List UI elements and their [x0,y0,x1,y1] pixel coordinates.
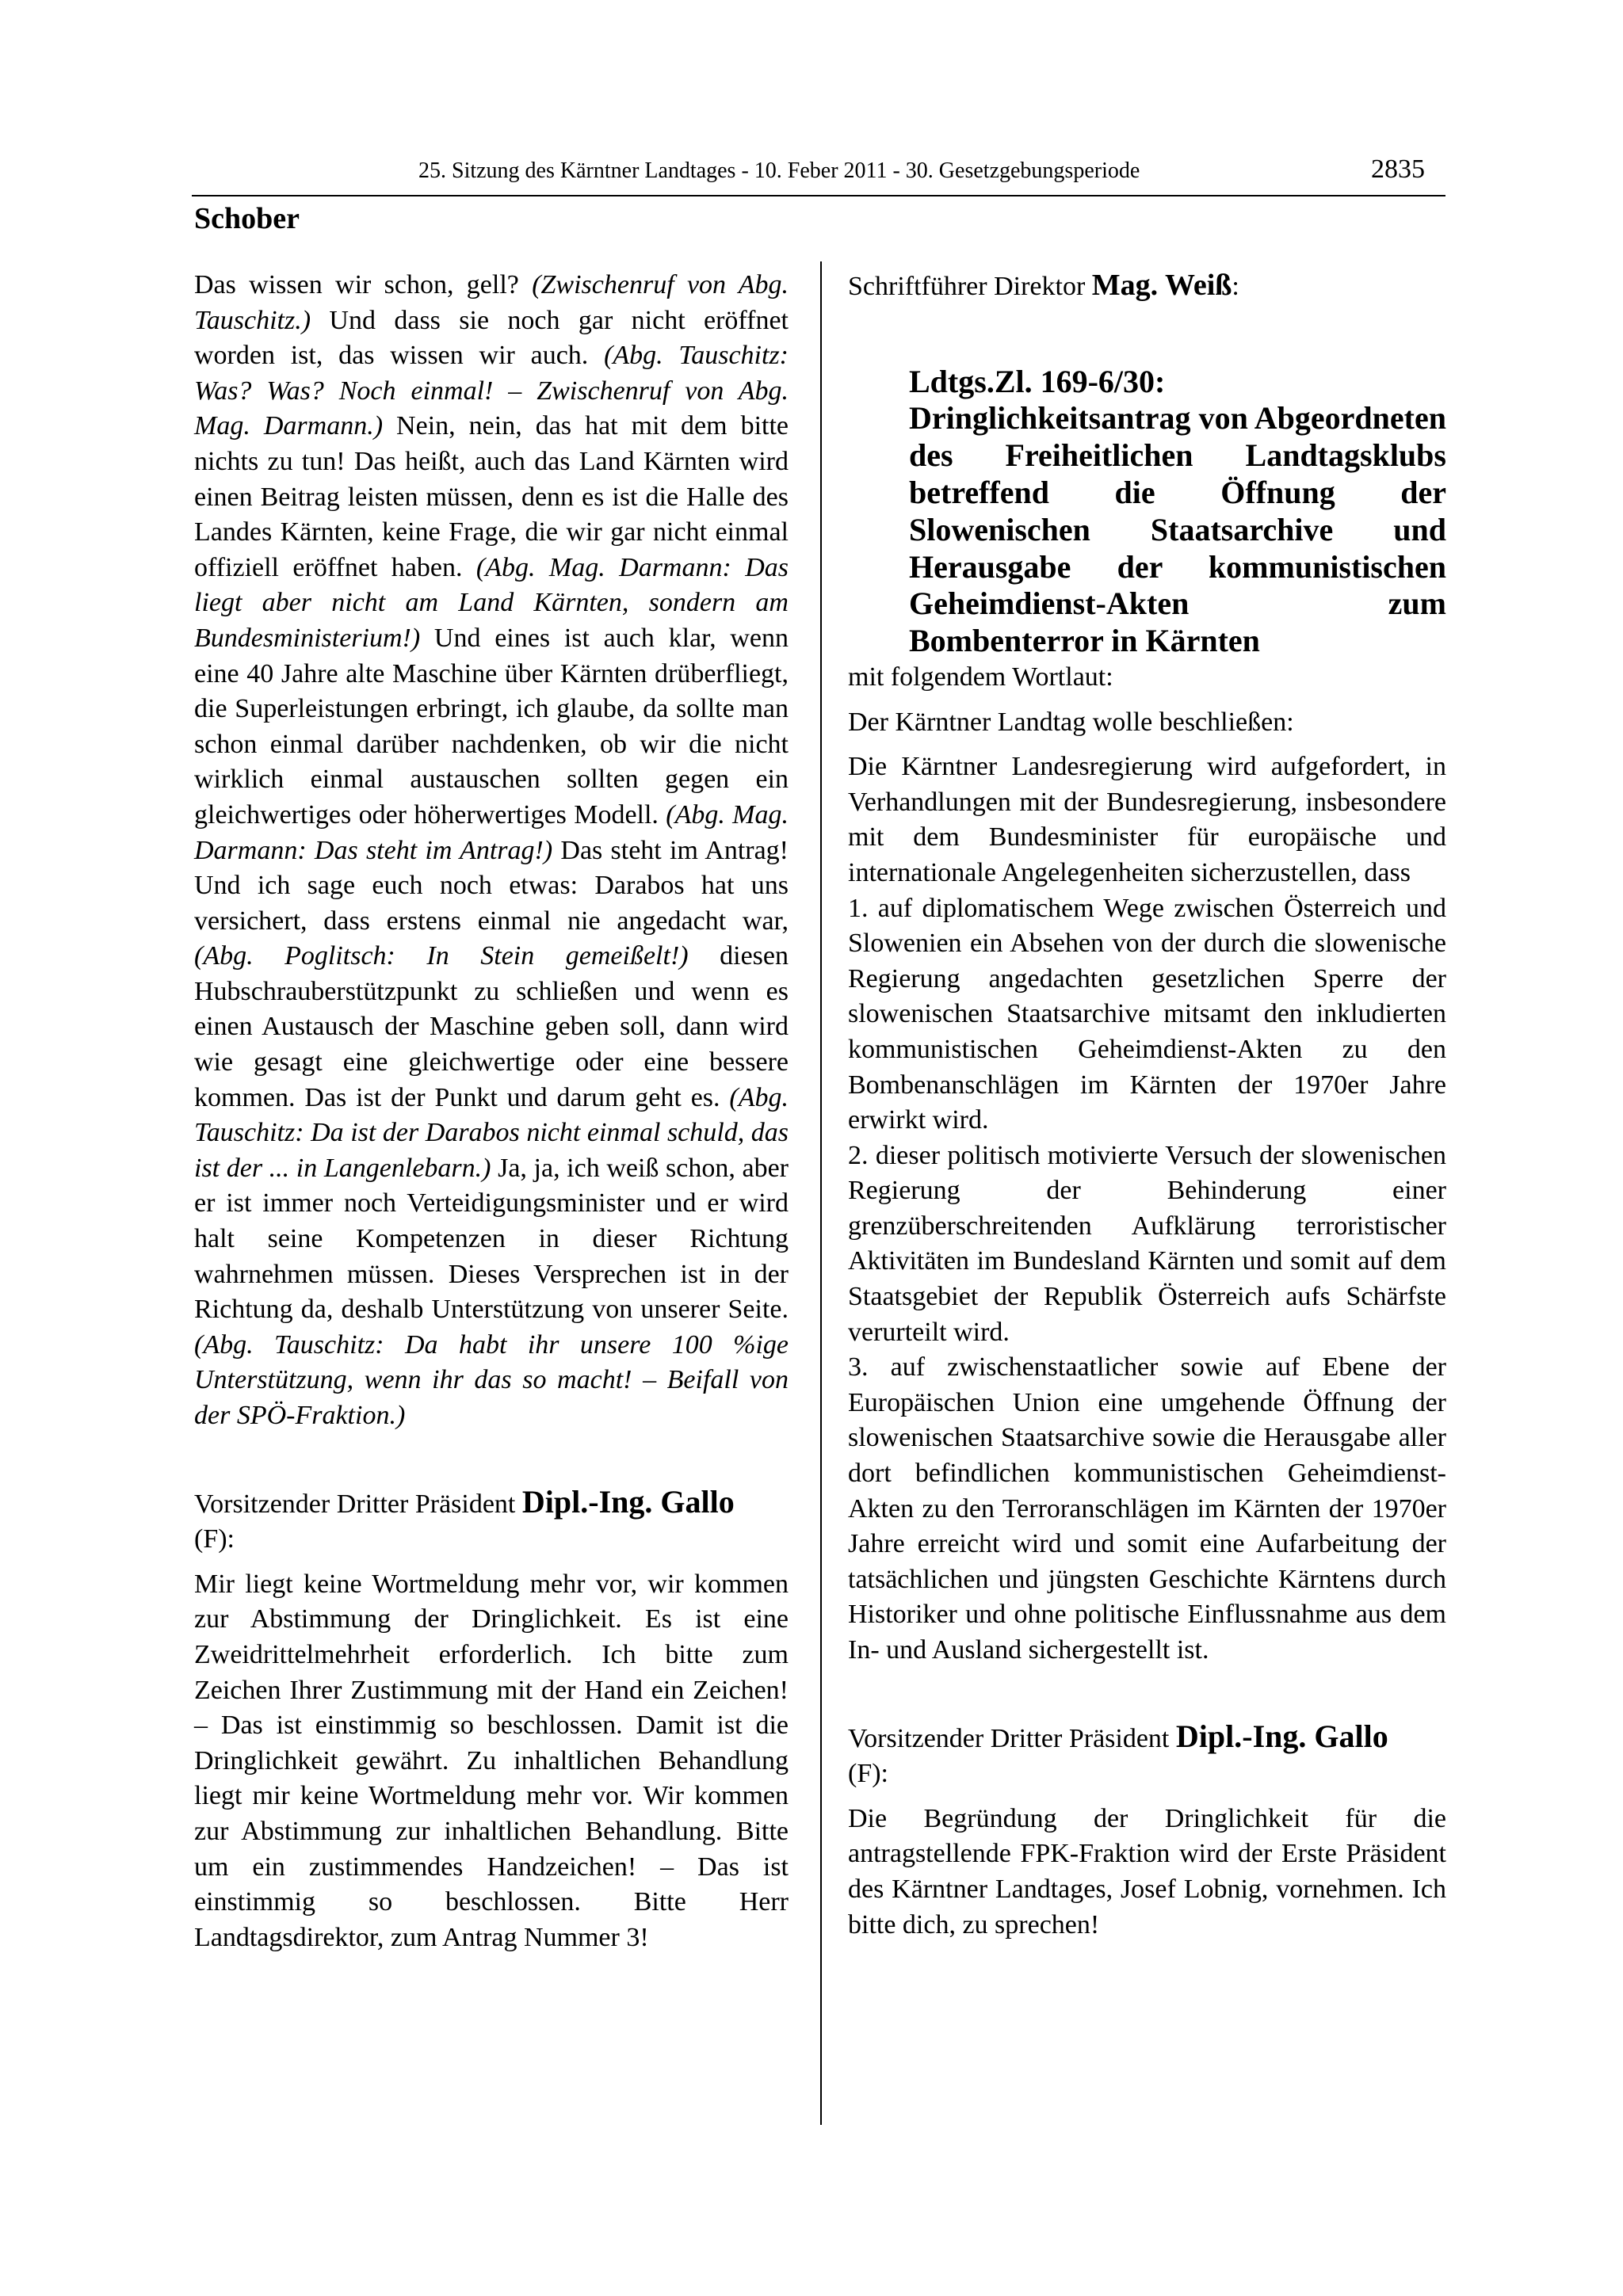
speech-text: diesen Hubschrauberstützpunkt zu schließen und wenn es einen Austausch der Maschine geben soll, dann wird wie gesagt eine gleichwertige oder eine bessere kommen. Das ist der Punkt und darum geht es. [194,941,789,1112]
speaker-name: Dipl.-Ing. Gallo [1175,1718,1388,1754]
interjection: (Abg. Mag. Darmann: Das liegt aber nicht am Land Kärnten, sondern am Bundesministerium!) [194,552,789,653]
speaker-party: (F): [194,1524,235,1554]
motion-heading [909,364,1446,660]
motion-number: Ldtgs.Zl. 169-6/30: [909,363,1166,399]
right-column [848,268,1446,1943]
clerk-colon: : [1232,272,1239,301]
speaker-name-heading: Schober [194,202,300,235]
interjection: (Abg. Tauschitz: Da habt ihr unsere 100 %ige Unterstützung, wenn ihr das so macht! – Beifall von der SPÖ-Fraktion.) [194,1329,789,1430]
speaker-role: Vorsitzender Dritter Präsident [194,1489,522,1519]
speech-text: Das wissen wir schon, gell? [194,270,533,299]
running-header-title: 25. Sitzung des Kärntner Landtages - 10. Feber 2011 - 30. Gesetzgebungsperiode [418,158,1140,183]
speaker-role: Vorsitzender Dritter Präsident [848,1723,1176,1753]
speaker-line-gallo [194,1485,789,1558]
resolution-item: 2. dieser politisch motivierte Versuch der slowenischen Regierung der Behinderung einer grenzüberschreitenden Aufklärung terroristischer Aktivitäten im Bundesland Kärnten und somit auf dem Staatsgebiet der Republik Österreich aufs Schärfste verurteilt wird. [848,1140,1446,1347]
clerk-role: Schriftführer Direktor [848,272,1092,301]
speaker-line-gallo-2 [848,1719,1446,1792]
interjection: (Abg. Tauschitz: Da ist der Darabos nicht einmal schuld, das ist der ... in Langenlebarn.) [194,1082,789,1183]
speech-text: Und eines ist auch klar, wenn eine 40 Jahre alte Maschine über Kärnten drüberfliegt, die Superleistungen erbringt, ich glaube, da sollte man schon einmal darüber nachdenken, ob wir die nicht wirklich einmal austauschen sollten gegen ein gleichwertiges oder höherwertiges Modell. [194,623,789,830]
interjection: (Abg. Tauschitz: Was? Was? Noch einmal! – Zwischenruf von Abg. Mag. Darmann.) [194,341,789,441]
resolution-item: 1. auf diplomatischem Wege zwischen Österreich und Slowenien ein Absehen von der durch die slowenische Regierung angedachten gesetzlichen Sperre der slowenischen Staatsarchive mitsamt den inkludierten kommunistischen Geheimdienst-Akten zu den Bombenanschlägen im Kärnten der 1970er Jahre erwirkt wird. [848,893,1446,1135]
clerk-name: Mag. Weiß [1091,269,1232,302]
speech-paragraph-schober [194,268,789,1434]
header-rule [192,195,1445,196]
speech-text: Ja, ja, ich weiß schon, aber er ist immer noch Verteidigungsminister und er wird halt seine Kompetenzen in dieser Richtung wahrnehmen müssen. Dieses Versprechen ist in der Richtung da, deshalb Unterstützung von unserer Seite. [194,1153,789,1325]
interjection: (Abg. Mag. Darmann: Das steht im Antrag!) [194,799,789,865]
page-number: 2835 [1371,154,1425,184]
speech-text: Und dass sie noch gar nicht eröffnet worden ist, das wissen wir auch. [194,305,789,371]
left-column [194,268,789,1955]
speaker-line-clerk [848,268,1446,305]
motion-title: Dringlichkeitsantrag von Abgeordneten des Freiheitlichen Landtagsklubs betreffend die Öffnung der Slowenischen Staatsarchive und Herausgabe der kommunistischen Geheimdienst-Akten zum Bombenterror in Kärnten [909,400,1446,659]
resolution-intro: Der Kärntner Landtag wolle beschließen: [848,707,1294,737]
motion-wording-intro: mit folgendem Wortlaut: [848,662,1113,692]
speech-text: Nein, nein, das hat mit dem bitte nichts zu tun! Das heißt, auch das Land Kärnten wird einen Beitrag leisten müssen, denn es ist die Halle des Landes Kärnten, keine Frage, die wir gar nicht einmal offiziell eröffnet haben. [194,411,789,582]
interjection: (Zwischenruf von Abg. Tauschitz.) [194,270,789,335]
resolution-request: Die Kärntner Landesregierung wird aufgefordert, in Verhandlungen mit der Bundesregierung, insbesondere mit dem Bundesminister für europäische und internationale Angelegenheiten sicherzustellen, dass [848,752,1446,887]
speech-paragraph-gallo-2: Die Begründung der Dringlichkeit für die antragstellende FPK-Fraktion wird der Erste Präsident des Kärntner Landtages, Josef Lobnig, vornehmen. Ich bitte dich, zu sprechen! [848,1803,1446,1939]
resolution-item: 3. auf zwischenstaatlicher sowie auf Ebene der Europäischen Union eine umgehende Öffnung der slowenischen Staatsarchive sowie die Herausgabe aller dort befindlichen kommunistischen Geheimdienst-Akten zu den Terroranschlägen im Kärnten der 1970er Jahre erreicht wird und somit eine Aufarbeitung der tatsächlichen und jüngsten Geschichte Kärntens durch Historiker und ohne politische Einflussnahme aus dem In- und Ausland sichergestellt ist. [848,1352,1446,1665]
speaker-party: (F): [848,1759,888,1789]
speech-paragraph-gallo: Mir liegt keine Wortmeldung mehr vor, wir kommen zur Abstimmung der Dringlichkeit. Es ist eine Zweidrittelmehrheit erforderlich. Ich bitte zum Zeichen Ihrer Zustimmung mit der Hand ein Zeichen! – Das ist einstimmig so beschlossen. Damit ist die Dringlichkeit gewährt. Zu inhaltlichen Behandlung liegt mir keine Wortmeldung mehr vor. Wir kommen zur Abstimmung zur inhaltlichen Behandlung. Bitte um ein zustimmendes Handzeichen! – Das ist einstimmig so beschlossen. Bitte Herr Landtagsdirektor, zum Antrag Nummer 3! [194,1569,789,1952]
speech-text: Das steht im Antrag! Und ich sage euch noch etwas: Darabos hat uns versichert, dass erstens einmal nie angedacht war, [194,835,789,936]
speaker-name: Dipl.-Ing. Gallo [521,1483,735,1520]
column-divider [820,261,822,2125]
interjection: (Abg. Poglitsch: In Stein gemeißelt!) [194,941,689,971]
